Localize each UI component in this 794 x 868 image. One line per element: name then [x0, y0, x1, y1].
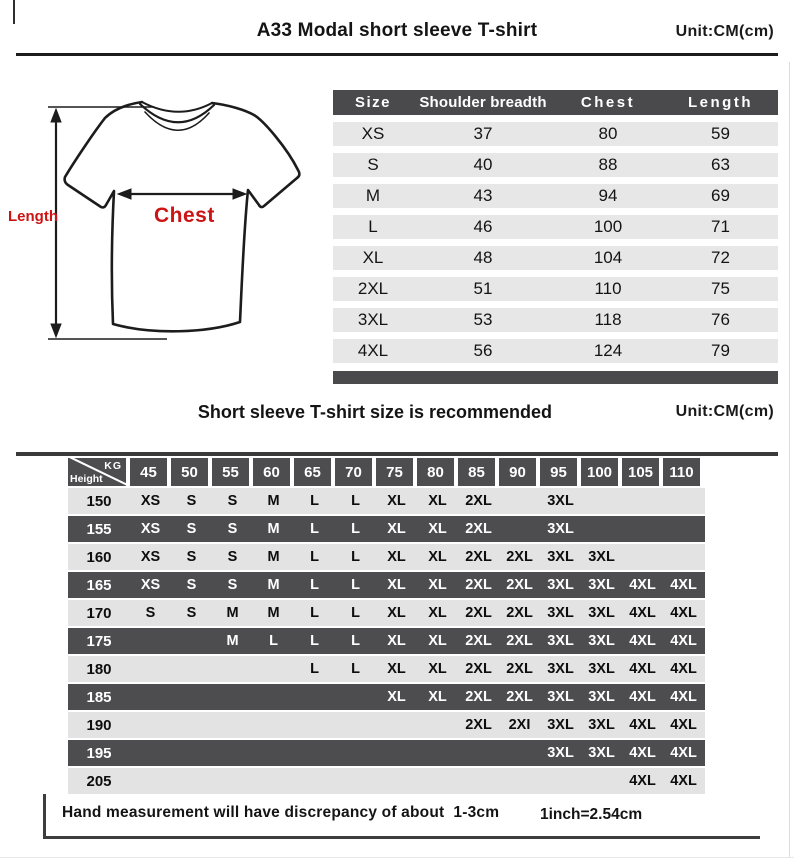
recommend-size-cell: XL: [387, 633, 406, 649]
unit-label-middle: Unit:CM(cm): [675, 403, 774, 420]
recommend-size-cell: L: [351, 661, 360, 677]
recommend-size-cell: L: [269, 633, 278, 649]
recommend-size-cell: 4XL: [629, 689, 656, 705]
recommend-table-row: [68, 488, 705, 514]
weight-header-cell: 80: [417, 458, 454, 486]
recommend-size-cell: 2XL: [506, 633, 533, 649]
recommend-size-cell: 4XL: [629, 745, 656, 761]
row-height-cell: 180: [86, 660, 112, 678]
recommend-size-cell: 4XL: [670, 773, 697, 789]
divider-middle: [16, 452, 778, 456]
recommend-size-cell: XL: [428, 689, 447, 705]
recommend-size-cell: S: [145, 605, 156, 621]
recommend-size-cell: XL: [387, 689, 406, 705]
recommend-size-cell: 4XL: [670, 661, 697, 677]
recommend-table-row: [68, 600, 705, 626]
size-table-row: [333, 277, 778, 301]
size-table-cell: 48: [473, 248, 493, 267]
recommend-size-cell: 3XL: [547, 717, 574, 733]
recommend-table-row: [68, 684, 705, 710]
recommend-size-cell: XL: [428, 633, 447, 649]
size-table-bottom-bar: [333, 371, 778, 384]
recommend-size-cell: XL: [387, 577, 406, 593]
size-table-cell: 100: [593, 217, 623, 236]
recommend-table-row: [68, 656, 705, 682]
recommend-size-cell: 2XL: [465, 493, 492, 509]
size-table-cell: 46: [473, 217, 493, 236]
recommend-size-cell: L: [351, 549, 360, 565]
recommend-size-cell: L: [310, 577, 319, 593]
recommend-size-cell: 4XL: [670, 689, 697, 705]
recommend-table-row: [68, 628, 705, 654]
recommend-size-cell: 2XL: [506, 605, 533, 621]
weight-header-cell: 75: [376, 458, 413, 486]
recommend-size-cell: 2XL: [465, 633, 492, 649]
inch-conversion-note: 1inch=2.54cm: [540, 806, 643, 823]
recommend-size-cell: 3XL: [547, 577, 574, 593]
size-table-row: [333, 153, 778, 177]
recommend-size-cell: 3XL: [547, 521, 574, 537]
recommend-table-row: [68, 516, 705, 542]
row-height-cell: 155: [86, 520, 112, 538]
row-height-cell: 175: [86, 632, 112, 650]
size-table-cell: L: [368, 217, 378, 236]
recommend-size-cell: XL: [428, 493, 447, 509]
recommend-size-cell: 3XL: [547, 745, 574, 761]
size-table-cell: 69: [711, 186, 730, 205]
size-table-cell: 2XL: [357, 279, 389, 298]
recommend-table-row: [68, 712, 705, 738]
weight-header-cell: 70: [335, 458, 372, 486]
recommend-size-cell: 2XL: [506, 689, 533, 705]
recommend-size-cell: XL: [387, 493, 406, 509]
size-table-cell: 104: [593, 248, 623, 267]
size-table-cell: 43: [473, 186, 493, 205]
size-table-cell: XS: [361, 124, 385, 143]
recommend-size-cell: 4XL: [670, 577, 697, 593]
height-label: Height: [70, 473, 103, 485]
size-chart-table: [333, 90, 778, 384]
recommend-size-cell: S: [186, 549, 197, 565]
row-height-cell: 195: [86, 744, 112, 762]
kg-label: KG: [104, 460, 122, 472]
recommend-size-cell: M: [267, 493, 280, 509]
row-height-cell: 185: [86, 688, 112, 706]
row-height-cell: 205: [86, 772, 112, 790]
size-table-cell: 80: [598, 124, 618, 143]
recommend-size-cell: M: [267, 605, 280, 621]
size-table-cell: 110: [594, 279, 622, 298]
recommend-size-cell: 2XL: [506, 661, 533, 677]
size-table-header-cell: Length: [688, 94, 753, 111]
size-table-cell: 79: [711, 341, 730, 360]
border-fragment-bottom: [0, 857, 794, 858]
weight-header-cell: 105: [622, 458, 659, 486]
recommend-size-cell: 2XL: [465, 717, 492, 733]
size-table-cell: 72: [711, 248, 730, 267]
size-table-cell: 59: [711, 124, 730, 143]
divider-top: [16, 53, 778, 56]
recommend-size-cell: L: [351, 521, 360, 537]
recommend-size-cell: S: [227, 549, 238, 565]
recommend-size-cell: XL: [428, 661, 447, 677]
size-table-cell: 53: [473, 310, 493, 329]
size-table-row: [333, 184, 778, 208]
recommend-size-cell: XL: [387, 661, 406, 677]
recommend-size-cell: 2XL: [506, 577, 533, 593]
size-table-cell: 76: [711, 310, 730, 329]
recommend-size-cell: 3XL: [588, 605, 615, 621]
size-table-cell: M: [365, 186, 381, 205]
recommend-size-cell: 2XL: [465, 689, 492, 705]
weight-header-cell: 55: [212, 458, 249, 486]
recommend-size-cell: 3XL: [588, 689, 615, 705]
recommend-table-row: [68, 572, 705, 598]
recommend-size-cell: L: [310, 633, 319, 649]
recommend-size-cell: 4XL: [670, 633, 697, 649]
weight-header-cell: 90: [499, 458, 536, 486]
recommend-size-cell: 3XL: [547, 493, 574, 509]
weight-header-cell: 100: [581, 458, 618, 486]
weight-header-cell: 65: [294, 458, 331, 486]
recommend-size-cell: 3XL: [588, 577, 615, 593]
tshirt-diagram: [2, 88, 332, 370]
size-table-cell: 56: [473, 341, 493, 360]
recommend-size-cell: S: [186, 605, 197, 621]
recommend-size-cell: 4XL: [629, 633, 656, 649]
recommend-size-cell: 4XL: [670, 745, 697, 761]
recommend-size-cell: L: [351, 577, 360, 593]
size-table-cell: 94: [598, 186, 618, 205]
recommend-size-cell: 2XL: [465, 605, 492, 621]
size-table-header-cell: Shoulder breadth: [419, 94, 547, 111]
recommend-size-cell: 3XL: [547, 661, 574, 677]
recommend-size-cell: XL: [428, 549, 447, 565]
recommend-size-cell: L: [351, 493, 360, 509]
size-table-cell: S: [367, 155, 379, 174]
size-table-row: [333, 215, 778, 239]
chest-label: Chest: [154, 204, 215, 227]
recommend-size-cell: 2XL: [465, 521, 492, 537]
row-height-cell: 160: [86, 548, 112, 566]
recommend-size-cell: 2XL: [465, 661, 492, 677]
recommend-size-cell: 4XL: [670, 605, 697, 621]
size-table-row: [333, 339, 778, 363]
recommend-size-cell: 2XL: [465, 549, 492, 565]
weight-header-cell: 95: [540, 458, 577, 486]
recommend-size-cell: XL: [387, 605, 406, 621]
recommend-size-cell: XS: [140, 577, 161, 593]
weight-header-cell: 50: [171, 458, 208, 486]
size-table-cell: 4XL: [357, 341, 389, 360]
recommend-size-cell: L: [351, 633, 360, 649]
size-table-cell: 71: [711, 217, 730, 236]
size-table-header-cell: Size: [354, 94, 391, 111]
size-table-cell: 124: [593, 341, 623, 360]
recommend-size-cell: 2XL: [506, 549, 533, 565]
border-fragment-right: [789, 62, 790, 857]
recommend-size-cell: 4XL: [629, 773, 656, 789]
recommend-size-cell: 2XL: [465, 577, 492, 593]
size-table-row: [333, 308, 778, 332]
recommend-size-cell: M: [267, 521, 280, 537]
recommend-size-cell: 4XL: [629, 577, 656, 593]
recommend-size-cell: 3XL: [588, 633, 615, 649]
recommend-size-cell: L: [310, 493, 319, 509]
recommend-size-cell: L: [310, 521, 319, 537]
size-table-row: [333, 246, 778, 270]
row-height-cell: 150: [86, 492, 112, 510]
recommend-size-cell: S: [227, 493, 238, 509]
size-table-cell: XL: [362, 248, 384, 267]
recommend-size-cell: M: [267, 577, 280, 593]
recommend-table-header-row: [68, 458, 705, 486]
recommend-size-cell: 3XL: [588, 745, 615, 761]
recommend-size-cell: L: [310, 661, 319, 677]
recommend-size-cell: 3XL: [547, 633, 574, 649]
size-table-cell: 37: [473, 124, 493, 143]
recommend-size-cell: XS: [140, 493, 161, 509]
kg-height-corner-cell: [68, 458, 126, 486]
recommend-size-cell: 3XL: [547, 549, 574, 565]
size-table-cell: 40: [473, 155, 493, 174]
recommend-size-cell: XL: [428, 577, 447, 593]
recommend-size-cell: 3XL: [588, 549, 615, 565]
note-border-bottom: [43, 836, 760, 839]
recommend-size-cell: 4XL: [629, 605, 656, 621]
measurement-note: Hand measurement will have discrepancy of about 1-3cm: [62, 804, 500, 821]
recommend-size-cell: 3XL: [547, 605, 574, 621]
recommend-size-cell: M: [226, 633, 239, 649]
size-table-cell: 75: [711, 279, 730, 298]
recommend-size-cell: 3XL: [588, 717, 615, 733]
recommend-size-cell: 4XL: [629, 661, 656, 677]
recommend-table-row: [68, 544, 705, 570]
recommend-size-cell: XL: [387, 549, 406, 565]
recommend-size-cell: L: [310, 549, 319, 565]
recommend-size-cell: M: [267, 549, 280, 565]
recommend-table-row: [68, 768, 705, 794]
recommend-size-cell: L: [351, 605, 360, 621]
chest-arrow: [118, 189, 246, 199]
recommend-size-cell: XL: [428, 521, 447, 537]
recommend-size-cell: XL: [387, 521, 406, 537]
size-table-cell: 51: [473, 279, 493, 298]
recommend-size-cell: S: [227, 577, 238, 593]
length-label: Length: [8, 208, 58, 225]
recommend-size-cell: 3XL: [588, 661, 615, 677]
weight-header-cell: 60: [253, 458, 290, 486]
size-table-cell: 63: [711, 155, 730, 174]
recommend-size-cell: XS: [140, 549, 161, 565]
recommend-size-cell: 2XI: [508, 717, 531, 733]
length-arrow: [48, 107, 167, 339]
recommend-size-cell: L: [310, 605, 319, 621]
recommend-size-cell: 4XL: [629, 717, 656, 733]
recommend-size-cell: S: [186, 493, 197, 509]
size-table-cell: 118: [594, 310, 622, 329]
row-height-cell: 190: [86, 716, 112, 734]
size-table-cell: 88: [598, 155, 618, 174]
note-border-left: [43, 794, 46, 839]
recommend-size-cell: S: [186, 577, 197, 593]
recommend-size-cell: 4XL: [670, 717, 697, 733]
recommend-size-cell: S: [227, 521, 238, 537]
size-table-cell: 3XL: [357, 310, 389, 329]
size-table-header-cell: Chest: [580, 94, 636, 111]
weight-header-cell: 45: [130, 458, 167, 486]
recommend-size-cell: XS: [140, 521, 161, 537]
recommend-size-cell: S: [186, 521, 197, 537]
recommend-size-cell: 3XL: [547, 689, 574, 705]
unit-label-top: Unit:CM(cm): [675, 23, 774, 40]
recommend-title: Short sleeve T-shirt size is recommended: [197, 402, 553, 422]
recommend-size-cell: M: [226, 605, 239, 621]
recommend-table-row: [68, 740, 705, 766]
weight-header-cell: 110: [663, 458, 700, 486]
recommend-table: [68, 458, 705, 796]
size-table-header-row: [333, 90, 778, 115]
page-title: A33 Modal short sleeve T-shirt: [256, 20, 538, 41]
weight-header-cell: 85: [458, 458, 495, 486]
recommend-size-cell: XL: [428, 605, 447, 621]
row-height-cell: 170: [86, 604, 112, 622]
row-height-cell: 165: [86, 576, 112, 594]
size-table-row: [333, 122, 778, 146]
